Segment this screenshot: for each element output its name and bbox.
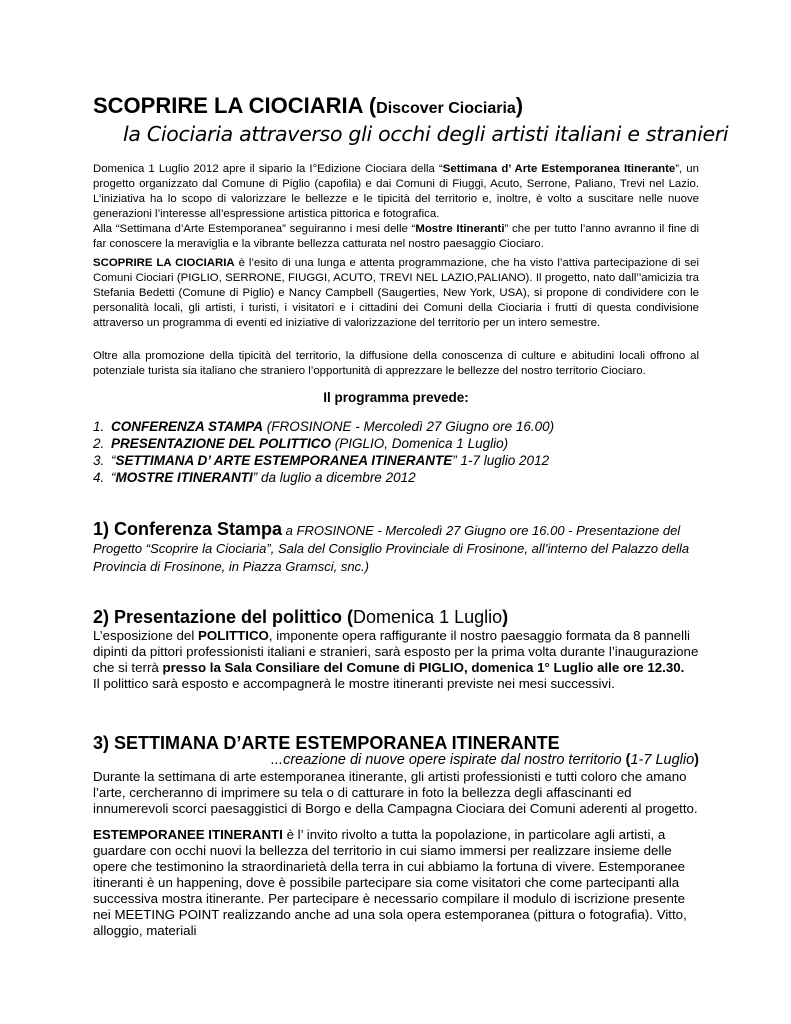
program-item-number: 4.	[93, 470, 105, 485]
title-english: Discover Ciociaria	[376, 100, 516, 117]
section-2-body	[93, 628, 699, 692]
section-3-sub-paren: )	[694, 752, 699, 768]
section-1-description: a FROSINONE - Mercoledì 27 Giugno ore 16.00 - Presentazione del Progetto “Scoprire la Ciociaria”, Sala del Consiglio Provinciale di Frosinone, all’interno del Palazzo della Provincia di Frosinone, in Piazza Gramsci, snc.)	[93, 523, 690, 574]
section-3-paragraph-1: Durante la settimana di arte estemporanea itinerante, gli artisti professionisti e tutti coloro che amano l’arte, cercheranno di imprimere su tela o di catturare in foto la bellezza degli affascinanti ed innumerevoli scorci paesaggistici di Borgo e della Campagna Ciociara dei Comuni aderenti al progetto.	[93, 769, 698, 816]
program-item-quote: “	[111, 453, 116, 468]
section-3-subheading	[271, 752, 699, 768]
program-item-title: CONFERENZA STAMPA	[111, 419, 263, 434]
program-item-detail: ” 1-7 luglio 2012	[452, 453, 550, 468]
program-item-number: 1.	[93, 419, 105, 434]
program-list	[93, 418, 554, 486]
program-item-detail: ” da luglio a dicembre 2012	[252, 470, 416, 485]
scoprire-bold: SCOPRIRE LA CIOCIARIA	[93, 257, 235, 269]
program-item-number: 3.	[93, 453, 105, 468]
scoprire-paragraph	[93, 256, 699, 331]
section-2-text: , imponente opera raffigurante il nostro paesaggio formata da 8 pannelli dipinti da pittori professionisti italiani e stranieri, sarà esposto per la prima volta durante l’inaugurazione che si terrà	[93, 628, 699, 675]
section-2-heading-close: )	[502, 607, 509, 627]
program-item-detail: (FROSINONE - Mercoledì 27 Giugno ore 16.00)	[263, 419, 555, 434]
intro-paragraph	[93, 162, 699, 252]
section-conferenza	[93, 520, 699, 576]
title-close: )	[515, 93, 524, 118]
program-item-detail: (PIGLIO, Domenica 1 Luglio)	[331, 436, 509, 451]
intro-text: ”, un progetto organizzato dal Comune di Piglio (capofila) e dai Comuni di Fiuggi, Acuto, Serrone, Paliano, Trevi nel Lazio. L’iniziativa ha lo scopo di valorizzare le bellezze e le tipicità del territorio e, inoltre, è volto a suscitare nelle nuove generazioni l’interesse all’espressione artistica pittorica e fotografica.	[93, 163, 699, 220]
section-3-sub-text: ...creazione di nuove opere ispirate dal nostro territorio	[270, 752, 626, 768]
document-title	[93, 93, 523, 122]
section-3-sub-paren: (	[625, 752, 631, 768]
section-1-heading: 1) Conferenza Stampa	[93, 519, 283, 539]
program-list-item	[93, 469, 554, 486]
section-2-text: L’esposizione del	[93, 628, 198, 643]
promo-paragraph: Oltre alla promozione della tipicità del territorio, la diffusione della conoscenza di culture e abitudini locali offrono al potenziale turista sia italiano che straniero l’opportunità di apprezzare le bellezze del nostro territorio Ciociaro.	[93, 350, 699, 377]
title-main: SCOPRIRE LA CIOCIARIA (	[93, 93, 377, 118]
program-item-title: MOSTRE ITINERANTI	[115, 470, 253, 485]
intro-text: ” che per tutto l’anno avranno il fine di far conoscere la meraviglia e la vibrante bellezza catturata nel nostro paesaggio Ciociaro.	[93, 223, 699, 250]
scoprire-text: è l’esito di una lunga e attenta programmazione, che ha visto l’attiva partecipazione di sei Comuni Ciociari (PIGLIO, SERRONE, FIUGGI, ACUTO, TREVI NEL LAZIO,PALIANO). Il progetto, nato dall’’amicizia tra Stefania Bedetti (Comune di Piglio) e Nancy Campbell (Saugerties, New York, USA), si propone di condividere con le personalità locali, gli artisti, i turisti, i visitatori e i cittadini dei Comuni della Ciociaria i frutti di questa condivisione attraverso un programma di eventi ed iniziative di valorizzazione del territorio per un intero semestre.	[93, 257, 699, 329]
section-2-bold: presso la Sala Consiliare del Comune di PIGLIO, domenica 1° Luglio alle ore 12.30.	[162, 660, 685, 675]
program-list-item	[93, 452, 554, 469]
section-3-sub-dates: 1-7 Luglio	[630, 752, 695, 768]
program-item-number: 2.	[93, 436, 105, 451]
intro-text: Domenica 1 Luglio 2012 apre il sipario la I°Edizione Ciociara della “	[93, 163, 443, 175]
program-list-item	[93, 418, 554, 435]
section-2-text: Il polittico sarà esposto e accompagnerà le mostre itineranti previste nei mesi successivi.	[93, 676, 615, 691]
program-item-title: SETTIMANA D’ ARTE ESTEMPORANEA ITINERANTE	[115, 453, 453, 468]
section-3-bold: ESTEMPORANEE ITINERANTI	[93, 827, 283, 842]
program-item-title: PRESENTAZIONE DEL POLITTICO	[111, 436, 332, 451]
section-2-heading-date: Domenica 1 Luglio	[353, 607, 503, 627]
programma-heading: Il programma prevede:	[323, 390, 469, 405]
section-2-heading	[93, 606, 508, 628]
document-subtitle: la Ciociaria attraverso gli occhi degli artisti italiani e stranieri	[123, 122, 729, 146]
program-list-item	[93, 435, 554, 452]
intro-bold: Settimana d’ Arte Estemporanea Itinerante	[442, 163, 676, 175]
section-3-paragraph-2	[93, 827, 699, 939]
intro-text: Alla “Settimana d’Arte Estemporanea” seguiranno i mesi delle “	[93, 223, 416, 235]
section-2-heading-text: 2) Presentazione del polittico (	[93, 607, 354, 627]
program-item-quote: “	[111, 470, 116, 485]
section-2-bold: POLITTICO	[197, 628, 269, 643]
intro-bold: Mostre Itineranti	[415, 223, 505, 235]
section-3-text: è l’ invito rivolto a tutta la popolazione, in particolare agli artisti, a guardare con occhi nuovi la bellezza del territorio in cui siamo immersi per realizzare insieme delle opere che testimonino la straordinarietà della terra in cui abbiamo la fortuna di vivere. Estemporanee itineranti è un happening, dove è possibile partecipare sia come visitatori che come partecipanti alla successiva mostra itinerante. Per partecipare è necessario compilare il modulo di iscrizione presente nei MEETING POINT realizzando anche ad una sola opera estemporanea (pittura o fotografia). Vitto, alloggio, materiali	[93, 827, 687, 938]
section-3-heading: 3) SETTIMANA D’ARTE ESTEMPORANEA ITINERANTE	[93, 733, 560, 753]
